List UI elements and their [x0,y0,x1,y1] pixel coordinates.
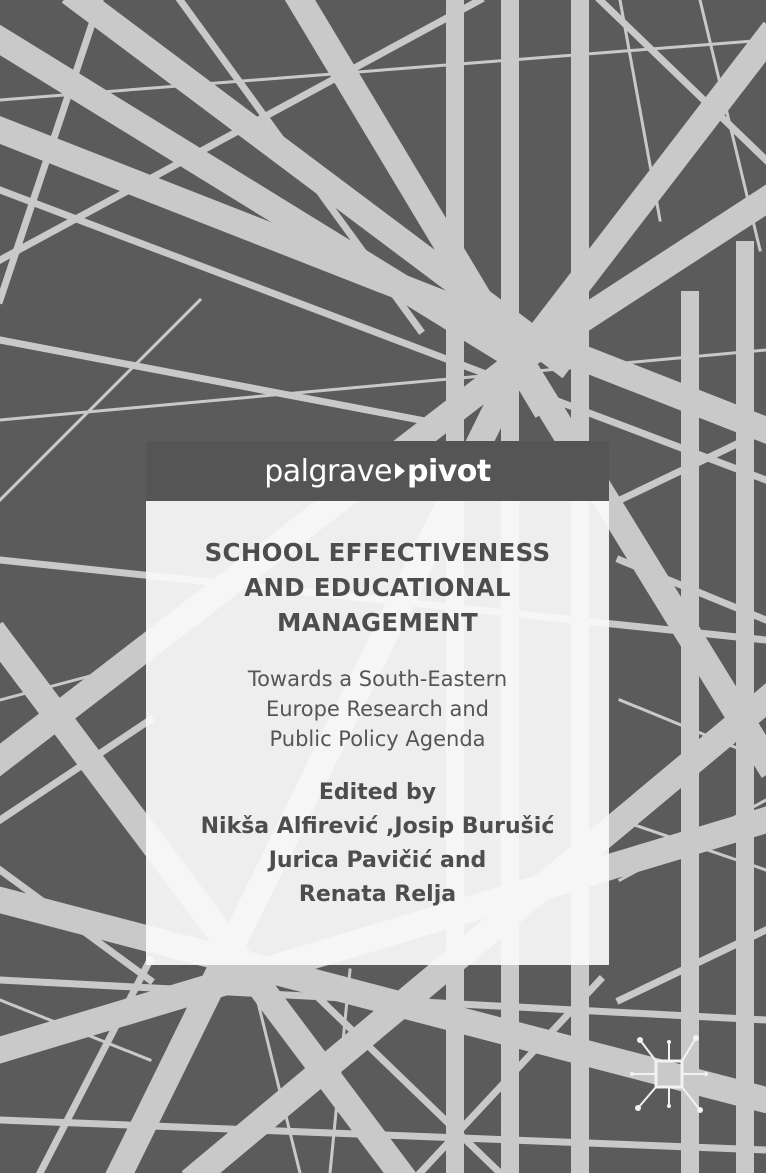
subtitle-line: Public Policy Agenda [269,727,486,751]
triangle-arrow-icon [395,463,405,479]
subtitle-line: Towards a South-Eastern [247,667,508,691]
publisher-name-bold: pivot [406,453,491,489]
publisher-band [146,441,609,501]
editor-line: Renata Relja [298,882,457,907]
publisher-name-light: palgrave [264,453,392,489]
publisher-logo [264,454,491,489]
title-panel [146,501,609,965]
edited-by-label: Edited by [318,780,437,805]
book-subtitle [146,664,609,754]
title-line: SCHOOL EFFECTIVENESS [204,538,551,567]
title-line: AND EDUCATIONAL [244,573,511,602]
editors-block [146,776,609,912]
book-title [146,535,609,640]
palgrave-star-logo-icon [626,1032,712,1116]
subtitle-line: Europe Research and [265,697,490,721]
editor-line: Nikša Alfirević ,Josip Burušić [200,814,555,839]
title-line: MANAGEMENT [277,608,478,637]
editor-line: Jurica Pavičić and [268,848,487,873]
